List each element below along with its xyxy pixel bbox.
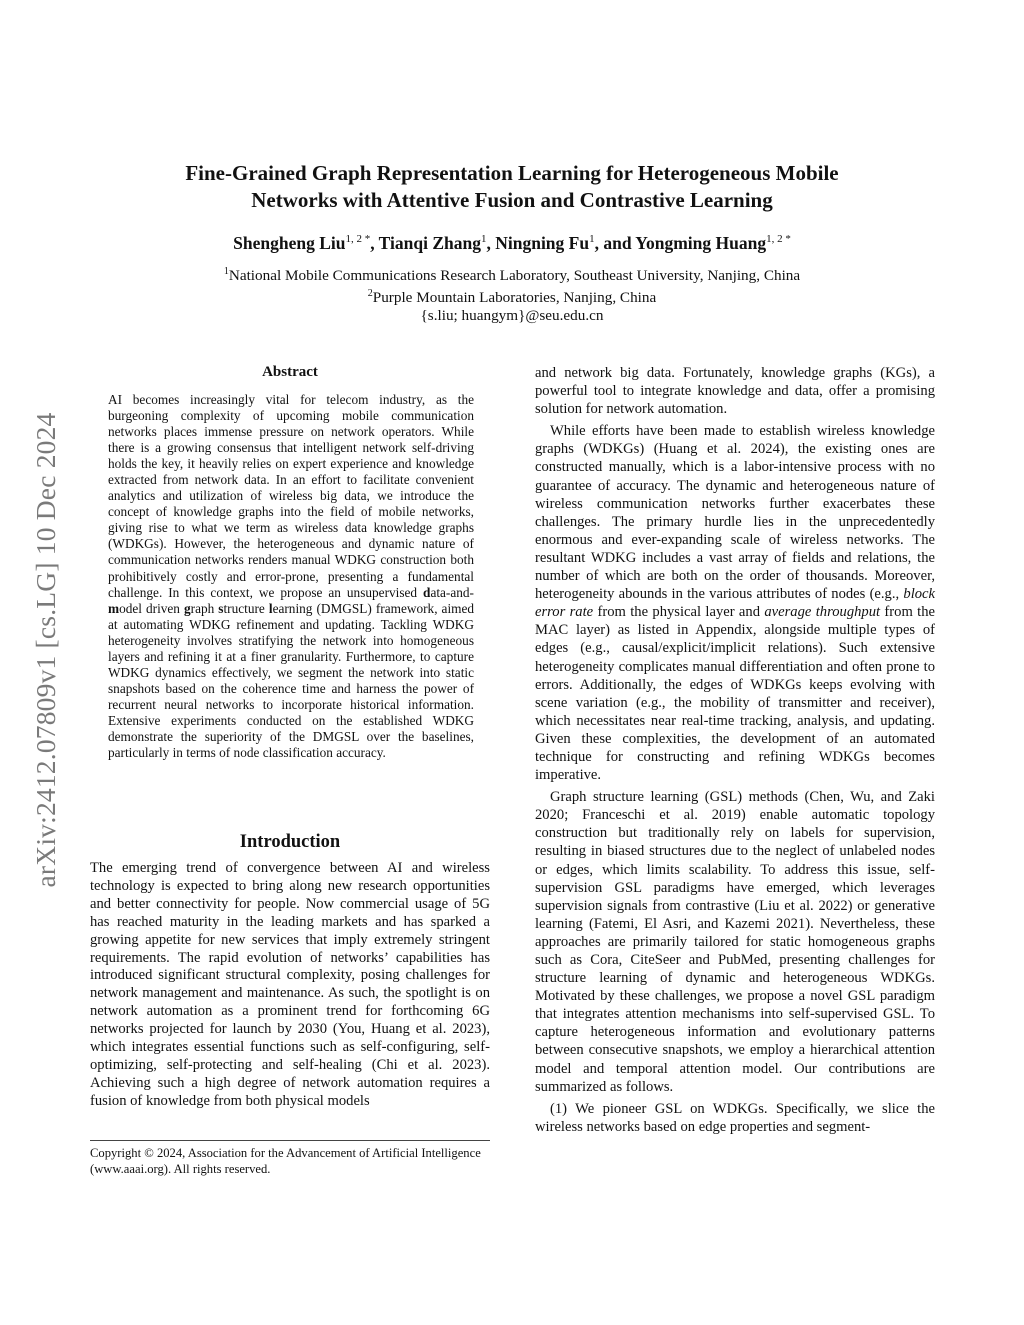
author-name: , Ningning Fu xyxy=(486,233,590,253)
paragraph: While efforts have been made to establish wireless knowledge graphs (WDKGs) (Huang et al. 2024), the existing ones are constructed manually, which is a labor-intensive process with no guarantee of accuracy. The dynamic and heterogeneous nature of wireless communication networks further exacerbates these challenges. The primary hurdle lies in the unprecedentedly enormous and ever-expanding scale of wireless networks. The resultant WDKG includes a vast array of fields and relations, the number of which are both on the order of thousands. Moreover, heterogeneity abounds in the various attributes of nodes (e.g., block error rate from the physical layer and average throughput from the MAC layer) as listed in Appendix, alongside multiple types of edges (e.g., causal/explicit/implicit relations). Such extensive heterogeneity complicates manual differentiation and often prone to errors. Additionally, the edges of WDKGs keeps evolving with scene variation (e.g., the mobility of transmitter and receiver), which necessitates near real-time tracking, analysis, and updating. Given these complexities, the development of an automated technique for constructing and refining WDKGs becomes imperative. xyxy=(535,423,935,784)
abstract-heading: Abstract xyxy=(262,364,318,380)
paragraph: (1) We pioneer GSL on WDKGs. Specifically, we slice the wireless networks based on edge properties and segment- xyxy=(535,1100,935,1135)
author-affiliation-mark: 1 xyxy=(589,233,595,246)
paragraph: Graph structure learning (GSL) methods (Chen, Wu, and Zaki 2020; Franceschi et al. 2019) enable automatic topology construction but traditionally rely on labels for supervision, resulting in biased structures due to the neglect of unlabeled nodes or edges, which limits scalability. To address this issue, self-supervision GSL paradigms have emerged, which leverages supervision signals from contrastive (Liu et al. 2022) or generative learning (Fatemi, El Asri, and Kazemi 2021). Nevertheless, these approaches are primarily tailored for static homogeneous graphs such as Cora, CiteSeer and PubMed, presenting challenges for structure learning of dynamic and heterogeneous WDKGs. Motivated by these challenges, we propose a novel GSL paradigm that integrates attention mechanisms into self-supervised GSL. To capture heterogeneous information and evolutionary patterns between consecutive snapshots, we employ a hierarchical attention model and temporal attention model. Our contributions are summarized as follows. xyxy=(535,789,935,1095)
author-name: , and Yongming Huang xyxy=(594,233,767,253)
author-affiliation-mark: 1, 2 * xyxy=(345,233,371,246)
author-name: , Tianqi Zhang xyxy=(370,233,481,253)
affiliation-1: $^1$National Mobile Communications Research Laboratory, Southeast University, Nanjing, China xyxy=(223,266,801,285)
arxiv-id: arXiv:2412.07809v1 [cs.LG] 10 Dec 2024 xyxy=(30,412,61,888)
paper-title: Fine-Grained Graph Representation Learning for Heterogeneous Mobile Networks with Attentive Fusion and Contrastive Learning xyxy=(185,161,839,212)
copyright-notice: Copyright © 2024, Association for the Advancement of Artificial Intelligence (www.aaai.org). All rights reserved. xyxy=(90,1140,490,1177)
abstract-text: AI becomes increasingly vital for telecom industry, as the burgeoning complexity of upcoming mobile communication networks places immense pressure on network operators. While there is a growing consensus that intelligent network self-driving holds the key, it heavily relies on expert experience and knowledge extracted from network data. In an effort to facilitate convenient analytics and utilization of wireless big data, we introduce the concept of knowledge graphs into the field of mobile networks, giving rise to what we term as wireless data knowledge graphs (WDKGs). However, the heterogeneous and dynamic nature of communication networks renders manual WDKG construction both prohibitively costly and error-prone, presenting a fundamental challenge. In this context, we propose an unsupervised data-and-model driven graph structure learning (DMGSL) framework, aimed at automating WDKG refinement and updating. Tackling WDKG heterogeneity involves stratifying the network into homogeneous layers and refining it at a finer granularity. Furthermore, to capture WDKG dynamics effectively, we segment the network into static snapshots based on the coherence time and harness the power of recurrent neural networks to incorporate historical information. Extensive experiments conducted on the established WDKG demonstrate the superiority of the DMGSL over the baselines, particularly in terms of node classification accuracy. xyxy=(108,392,475,761)
paragraph: and network big data. Fortunately, knowledge graphs (KGs), a powerful tool to integrate knowledge and data, offer a promising solution for network automation. xyxy=(535,365,935,418)
affiliations xyxy=(110,263,914,325)
author-affiliation-mark: 1 xyxy=(480,233,487,246)
introduction-heading: Introduction xyxy=(239,832,341,852)
right-column xyxy=(535,364,935,1140)
author-affiliation-mark: 1, 2 * xyxy=(766,233,791,246)
author-list xyxy=(110,233,914,254)
affiliation-2: $^2$Purple Mountain Laboratories, Nanjing, China xyxy=(367,288,657,307)
arxiv-sidebar xyxy=(26,350,66,950)
author-name: Shengheng Liu xyxy=(233,233,346,253)
introduction-text: The emerging trend of convergence between AI and wireless technology is expected to bring along new research opportunities and better connectivity for people. Now commercial usage of 5G has reached maturity in the leading markets and has sparked a growing appetite for new services that imply extremely stringent requirements. The rapid evolution of networks’ capabilities has introduced significant structural complexity, posing challenges for network management and maintenance. As such, the spotlight is on network automation as a prominent trend for forthcoming 6G networks projected for launch by 2030 (You, Huang et al. 2023), which integrates essential functions such as self-configuring, self-optimizing, self-protecting and self-healing (Chi et al. 2023). Achieving such a high degree of network automation requires a fusion of knowledge from both physical models xyxy=(90,860,490,1109)
author-email: {s.liu; huangym}@seu.edu.cn xyxy=(420,307,604,325)
